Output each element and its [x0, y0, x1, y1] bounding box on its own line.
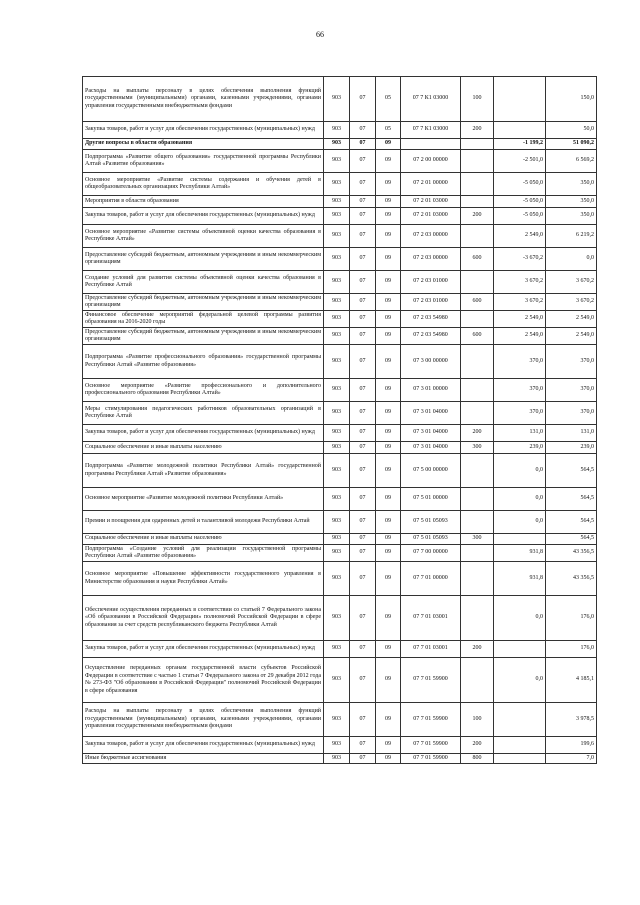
row-target-item: 07 7 01 03001 [401, 641, 461, 658]
table-row [83, 248, 597, 271]
row-expense-type [461, 596, 494, 641]
row-name: Подпрограмма «Развитие общего образования» государственной программы Республики Алтай «Развитие образования» [83, 150, 324, 173]
row-section: 07 [350, 173, 376, 196]
row-subsection: 05 [376, 122, 401, 139]
row-name: Мероприятия в области образования [83, 196, 324, 208]
row-amount-change: -1 199,2 [494, 139, 546, 150]
row-name: Подпрограмма «Развитие профессионального образования» государственной программы Республики Алтай «Развитие образования» [83, 345, 324, 379]
row-subsection: 09 [376, 328, 401, 345]
row-section: 07 [350, 534, 376, 545]
table-row [83, 402, 597, 425]
row-admin-code: 903 [324, 150, 350, 173]
row-name: Основное мероприятие «Развитие системы содержания и обучения детей в общеобразовательных организациях Республики Алтай» [83, 173, 324, 196]
row-admin-code: 903 [324, 294, 350, 311]
row-amount-total: 50,0 [546, 122, 597, 139]
row-expense-type: 800 [461, 754, 494, 764]
row-amount-total: 564,5 [546, 454, 597, 488]
row-target-item: 07 3 01 04000 [401, 442, 461, 454]
row-admin-code: 903 [324, 196, 350, 208]
row-section: 07 [350, 225, 376, 248]
row-subsection: 09 [376, 641, 401, 658]
row-expense-type: 200 [461, 208, 494, 225]
row-section: 07 [350, 345, 376, 379]
table-row [83, 196, 597, 208]
row-expense-type [461, 196, 494, 208]
row-amount-total: 350,0 [546, 196, 597, 208]
row-expense-type: 600 [461, 328, 494, 345]
row-subsection: 09 [376, 488, 401, 511]
table-row [83, 271, 597, 294]
row-target-item: 07 3 00 00000 [401, 345, 461, 379]
row-admin-code: 903 [324, 139, 350, 150]
row-section: 07 [350, 402, 376, 425]
row-target-item [401, 139, 461, 150]
row-section: 07 [350, 442, 376, 454]
row-expense-type [461, 271, 494, 294]
row-admin-code: 903 [324, 208, 350, 225]
row-subsection: 09 [376, 545, 401, 562]
row-target-item: 07 3 01 00000 [401, 379, 461, 402]
budget-table [82, 76, 597, 764]
row-expense-type: 300 [461, 534, 494, 545]
row-subsection: 09 [376, 703, 401, 737]
row-amount-change [494, 737, 546, 754]
table-row [83, 596, 597, 641]
row-target-item: 07 2 03 54980 [401, 311, 461, 328]
table-row [83, 294, 597, 311]
table-row [83, 703, 597, 737]
row-section: 07 [350, 596, 376, 641]
row-amount-total: 6 219,2 [546, 225, 597, 248]
table-row [83, 545, 597, 562]
row-amount-total: 0,0 [546, 248, 597, 271]
row-target-item: 07 2 00 00000 [401, 150, 461, 173]
row-target-item: 07 2 01 03000 [401, 208, 461, 225]
row-expense-type [461, 345, 494, 379]
row-admin-code: 903 [324, 737, 350, 754]
row-target-item: 07 2 01 03000 [401, 196, 461, 208]
row-section: 07 [350, 754, 376, 764]
row-name: Создание условий для развития системы объективной оценки качества образования в Республике Алтай [83, 271, 324, 294]
row-amount-change [494, 754, 546, 764]
row-target-item: 07 3 01 04000 [401, 425, 461, 442]
row-admin-code: 903 [324, 534, 350, 545]
row-admin-code: 903 [324, 77, 350, 122]
row-subsection: 09 [376, 511, 401, 534]
row-section: 07 [350, 196, 376, 208]
row-amount-total: 239,0 [546, 442, 597, 454]
row-amount-change: -5 050,0 [494, 196, 546, 208]
row-target-item: 07 7 01 59900 [401, 703, 461, 737]
row-amount-total: 370,0 [546, 402, 597, 425]
row-expense-type [461, 545, 494, 562]
row-subsection: 09 [376, 345, 401, 379]
row-name: Закупка товаров, работ и услуг для обеспечения государственных (муниципальных) нужд [83, 208, 324, 225]
row-target-item: 07 7 01 59900 [401, 737, 461, 754]
table-row [83, 379, 597, 402]
row-amount-total: 7,0 [546, 754, 597, 764]
row-admin-code: 903 [324, 511, 350, 534]
table-row [83, 122, 597, 139]
row-section: 07 [350, 488, 376, 511]
row-expense-type [461, 454, 494, 488]
row-name: Социальное обеспечение и иные выплаты населению [83, 442, 324, 454]
table-row [83, 754, 597, 764]
row-amount-change: 0,0 [494, 658, 546, 703]
row-amount-total: 564,5 [546, 511, 597, 534]
row-expense-type [461, 311, 494, 328]
row-amount-change: -5 050,0 [494, 208, 546, 225]
row-admin-code: 903 [324, 703, 350, 737]
row-subsection: 09 [376, 225, 401, 248]
row-expense-type [461, 562, 494, 596]
row-amount-total: 564,5 [546, 488, 597, 511]
row-amount-total: 6 569,2 [546, 150, 597, 173]
row-subsection: 09 [376, 442, 401, 454]
row-amount-total: 199,6 [546, 737, 597, 754]
row-admin-code: 903 [324, 271, 350, 294]
row-expense-type: 100 [461, 703, 494, 737]
row-section: 07 [350, 311, 376, 328]
row-amount-total: 370,0 [546, 379, 597, 402]
row-amount-change: 370,0 [494, 379, 546, 402]
row-subsection: 09 [376, 402, 401, 425]
row-target-item: 07 2 03 00000 [401, 225, 461, 248]
row-section: 07 [350, 737, 376, 754]
row-subsection: 09 [376, 248, 401, 271]
row-admin-code: 903 [324, 442, 350, 454]
table-row [83, 641, 597, 658]
table-row [83, 562, 597, 596]
row-name: Премии и поощрения для одаренных детей и талантливой молодежи Республики Алтай [83, 511, 324, 534]
row-expense-type: 200 [461, 425, 494, 442]
row-amount-change: 2 549,0 [494, 225, 546, 248]
row-amount-total: 564,5 [546, 534, 597, 545]
row-amount-total: 43 356,5 [546, 545, 597, 562]
row-admin-code: 903 [324, 225, 350, 248]
row-amount-total: 176,0 [546, 641, 597, 658]
row-subsection: 09 [376, 150, 401, 173]
row-expense-type: 100 [461, 77, 494, 122]
table-row [83, 150, 597, 173]
row-expense-type: 200 [461, 641, 494, 658]
row-expense-type [461, 488, 494, 511]
row-admin-code: 903 [324, 379, 350, 402]
row-name: Основное мероприятие «Развитие молодежной политики Республики Алтай» [83, 488, 324, 511]
row-admin-code: 903 [324, 345, 350, 379]
row-name: Осуществление переданных органам государственной власти субъектов Российской Федерации в соответствие с частью 1 статьи 7 Федерального закона от 29 декабря 2012 года № 273-ФЗ "Об образовании в Российской Федерации" полномочий Российской Федерации в сфере образования [83, 658, 324, 703]
row-name: Предоставление субсидий бюджетным, автономным учреждениям и иным некоммерческим организациям [83, 294, 324, 311]
row-amount-change [494, 122, 546, 139]
row-subsection: 09 [376, 658, 401, 703]
row-name: Финансовое обеспечение мероприятий федеральной целевой программы развития образования на 2016-2020 годы [83, 311, 324, 328]
row-target-item: 07 7 01 03001 [401, 596, 461, 641]
row-section: 07 [350, 511, 376, 534]
row-admin-code: 903 [324, 562, 350, 596]
table-row [83, 208, 597, 225]
row-target-item: 07 2 03 01000 [401, 294, 461, 311]
row-target-item: 07 5 01 05093 [401, 511, 461, 534]
row-admin-code: 903 [324, 754, 350, 764]
row-amount-total: 350,0 [546, 208, 597, 225]
row-amount-change: 0,0 [494, 454, 546, 488]
row-name: Подпрограмма «Создание условий для реализации государственной программы Республики Алтай «Развитие образования» [83, 545, 324, 562]
row-amount-change [494, 534, 546, 545]
row-name: Расходы на выплаты персоналу в целях обеспечения выполнения функций государственными (муниципальными) органами, казенными учреждениями, органами управления государственными внебюджетными фондами [83, 77, 324, 122]
row-amount-change: -3 670,2 [494, 248, 546, 271]
row-target-item: 07 7 00 00000 [401, 545, 461, 562]
row-section: 07 [350, 208, 376, 225]
row-amount-total: 131,0 [546, 425, 597, 442]
row-target-item: 07 5 01 00000 [401, 488, 461, 511]
row-target-item: 07 2 03 54980 [401, 328, 461, 345]
row-amount-change [494, 703, 546, 737]
row-name: Закупка товаров, работ и услуг для обеспечения государственных (муниципальных) нужд [83, 425, 324, 442]
row-target-item: 07 7 К1 03000 [401, 122, 461, 139]
row-admin-code: 903 [324, 454, 350, 488]
row-amount-total: 3 670,2 [546, 294, 597, 311]
row-amount-change [494, 641, 546, 658]
row-section: 07 [350, 425, 376, 442]
row-admin-code: 903 [324, 122, 350, 139]
row-admin-code: 903 [324, 402, 350, 425]
row-amount-total: 51 090,2 [546, 139, 597, 150]
row-name: Основное мероприятие «Развитие системы объективной оценки качества образования в Республике Алтай» [83, 225, 324, 248]
row-target-item: 07 5 00 00000 [401, 454, 461, 488]
row-name: Социальное обеспечение и иные выплаты населению [83, 534, 324, 545]
row-admin-code: 903 [324, 488, 350, 511]
row-section: 07 [350, 545, 376, 562]
row-section: 07 [350, 703, 376, 737]
row-section: 07 [350, 77, 376, 122]
row-amount-change: 2 549,0 [494, 311, 546, 328]
table-row [83, 225, 597, 248]
row-name: Закупка товаров, работ и услуг для обеспечения государственных (муниципальных) нужд [83, 737, 324, 754]
table-row [83, 173, 597, 196]
row-target-item: 07 5 01 05093 [401, 534, 461, 545]
row-name: Закупка товаров, работ и услуг для обеспечения государственных (муниципальных) нужд [83, 122, 324, 139]
row-expense-type [461, 225, 494, 248]
row-section: 07 [350, 248, 376, 271]
row-subsection: 05 [376, 77, 401, 122]
row-section: 07 [350, 271, 376, 294]
row-subsection: 09 [376, 737, 401, 754]
row-name: Иные бюджетные ассигнования [83, 754, 324, 764]
row-target-item: 07 3 01 04000 [401, 402, 461, 425]
table-row [83, 77, 597, 122]
row-subsection: 09 [376, 379, 401, 402]
row-amount-total: 2 549,0 [546, 328, 597, 345]
table-row [83, 345, 597, 379]
row-amount-change: 131,0 [494, 425, 546, 442]
row-name: Расходы на выплаты персоналу в целях обеспечения выполнения функций государственными (муниципальными) органами, казенными учреждениями, органами управления государственными внебюджетными фондами [83, 703, 324, 737]
table-row [83, 425, 597, 442]
table-row [83, 658, 597, 703]
row-amount-change: 0,0 [494, 511, 546, 534]
table-row [83, 442, 597, 454]
row-expense-type [461, 173, 494, 196]
row-amount-total: 370,0 [546, 345, 597, 379]
row-amount-total: 3 670,2 [546, 271, 597, 294]
row-expense-type [461, 658, 494, 703]
row-section: 07 [350, 150, 376, 173]
row-subsection: 09 [376, 311, 401, 328]
row-section: 07 [350, 641, 376, 658]
table-row [83, 454, 597, 488]
row-amount-change: 0,0 [494, 596, 546, 641]
row-amount-change: 370,0 [494, 345, 546, 379]
row-amount-change [494, 77, 546, 122]
row-amount-change: 239,0 [494, 442, 546, 454]
row-admin-code: 903 [324, 311, 350, 328]
row-expense-type: 200 [461, 737, 494, 754]
row-admin-code: 903 [324, 328, 350, 345]
row-amount-change: -5 050,0 [494, 173, 546, 196]
row-amount-change: 370,0 [494, 402, 546, 425]
row-subsection: 09 [376, 294, 401, 311]
row-amount-change: -2 501,0 [494, 150, 546, 173]
row-expense-type: 600 [461, 248, 494, 271]
row-subsection: 09 [376, 139, 401, 150]
row-expense-type: 600 [461, 294, 494, 311]
row-subsection: 09 [376, 454, 401, 488]
row-amount-change: 3 670,2 [494, 294, 546, 311]
row-target-item: 07 7 01 59900 [401, 658, 461, 703]
table-row [83, 488, 597, 511]
row-section: 07 [350, 562, 376, 596]
row-subsection: 09 [376, 596, 401, 641]
row-admin-code: 903 [324, 658, 350, 703]
row-name: Основное мероприятие «Повышение эффективности государственного управления в Министерстве образования и науки Республики Алтай» [83, 562, 324, 596]
row-target-item: 07 7 01 59900 [401, 754, 461, 764]
row-subsection: 09 [376, 271, 401, 294]
row-amount-change: 0,0 [494, 488, 546, 511]
table-row [83, 511, 597, 534]
row-section: 07 [350, 122, 376, 139]
row-admin-code: 903 [324, 641, 350, 658]
row-section: 07 [350, 139, 376, 150]
row-target-item: 07 2 03 01000 [401, 271, 461, 294]
table-row [83, 328, 597, 345]
row-name: Закупка товаров, работ и услуг для обеспечения государственных (муниципальных) нужд [83, 641, 324, 658]
row-section: 07 [350, 294, 376, 311]
row-amount-total: 350,0 [546, 173, 597, 196]
row-target-item: 07 7 К1 03000 [401, 77, 461, 122]
row-expense-type: 200 [461, 122, 494, 139]
row-amount-total: 2 549,0 [546, 311, 597, 328]
row-amount-total: 176,0 [546, 596, 597, 641]
row-expense-type [461, 511, 494, 534]
row-section: 07 [350, 328, 376, 345]
row-section: 07 [350, 379, 376, 402]
row-amount-change: 931,8 [494, 545, 546, 562]
table-row [83, 534, 597, 545]
row-name: Предоставление субсидий бюджетным, автономным учреждениям и иным некоммерческим организациям [83, 328, 324, 345]
row-amount-total: 4 185,1 [546, 658, 597, 703]
row-admin-code: 903 [324, 425, 350, 442]
row-expense-type [461, 402, 494, 425]
row-admin-code: 903 [324, 248, 350, 271]
row-subsection: 09 [376, 562, 401, 596]
row-expense-type [461, 379, 494, 402]
row-amount-total: 43 356,5 [546, 562, 597, 596]
row-section: 07 [350, 658, 376, 703]
row-admin-code: 903 [324, 596, 350, 641]
row-name: Предоставление субсидий бюджетным, автономным учреждениям и иным некоммерческим организациям [83, 248, 324, 271]
row-amount-change: 2 549,0 [494, 328, 546, 345]
row-expense-type [461, 139, 494, 150]
row-expense-type: 300 [461, 442, 494, 454]
row-target-item: 07 2 03 00000 [401, 248, 461, 271]
row-subsection: 09 [376, 173, 401, 196]
row-name: Подпрограмма «Развитие молодежной политики Республики Алтай» государственной программы Республики Алтай «Развитие образования» [83, 454, 324, 488]
row-subsection: 09 [376, 754, 401, 764]
row-name: Другие вопросы в области образования [83, 139, 324, 150]
page-number: 66 [316, 30, 324, 39]
row-amount-change: 931,8 [494, 562, 546, 596]
row-subsection: 09 [376, 196, 401, 208]
row-name: Меры стимулирования педагогических работников образовательных организаций в Республике Алтай [83, 402, 324, 425]
row-name: Обеспечение осуществления переданных в соответствии со статьей 7 Федерального закона «Об образовании в Российской Федерации» полномочий Российской Федерации в сфере образования за счет средств республиканского бюджета Республики Алтай [83, 596, 324, 641]
row-name: Основное мероприятие «Развитие профессионального и дополнительного профессионального образования Республики Алтай» [83, 379, 324, 402]
table-row [83, 139, 597, 150]
row-amount-change: 3 670,2 [494, 271, 546, 294]
table-row [83, 311, 597, 328]
row-expense-type [461, 150, 494, 173]
row-subsection: 09 [376, 425, 401, 442]
row-subsection: 09 [376, 534, 401, 545]
row-amount-total: 150,0 [546, 77, 597, 122]
row-admin-code: 903 [324, 173, 350, 196]
row-admin-code: 903 [324, 545, 350, 562]
row-target-item: 07 7 01 00000 [401, 562, 461, 596]
row-amount-total: 3 978,5 [546, 703, 597, 737]
row-section: 07 [350, 454, 376, 488]
table-row [83, 737, 597, 754]
row-subsection: 09 [376, 208, 401, 225]
row-target-item: 07 2 01 00000 [401, 173, 461, 196]
